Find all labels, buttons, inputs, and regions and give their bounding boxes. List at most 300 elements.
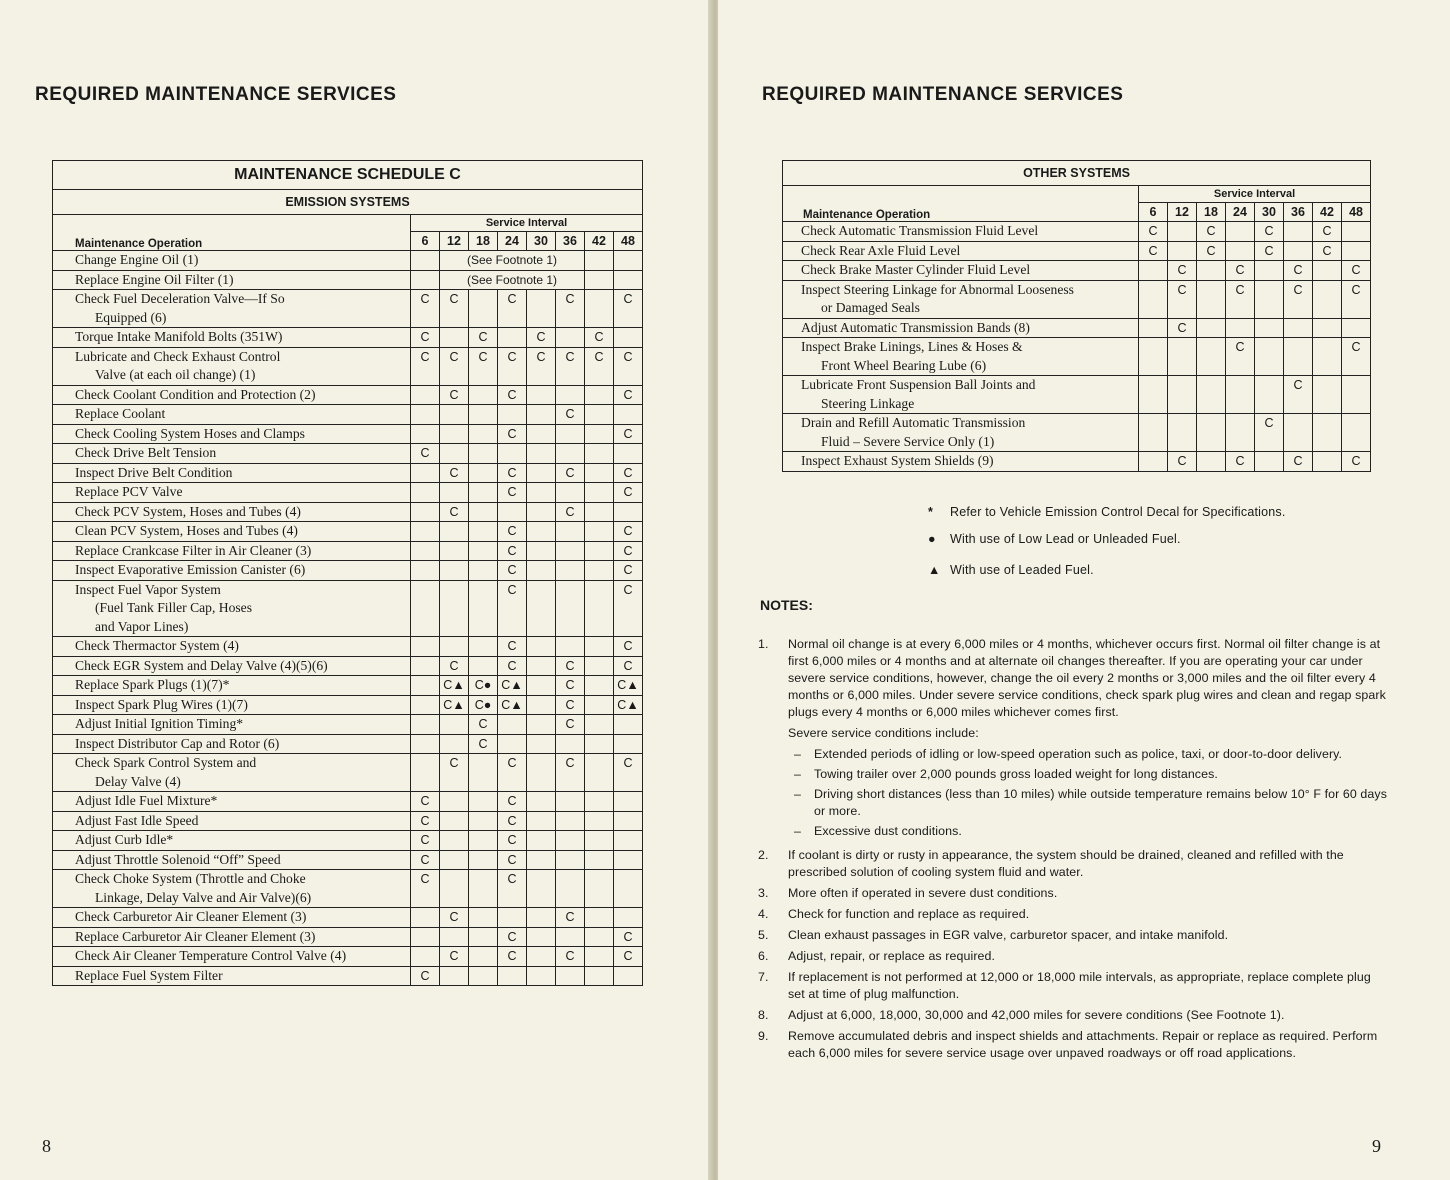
interval-cell: C bbox=[527, 347, 556, 385]
interval-cell bbox=[498, 966, 527, 986]
operation-text: Adjust Initial Ignition Timing* bbox=[75, 716, 244, 731]
operation-cell bbox=[53, 966, 411, 986]
interval-cell: C bbox=[614, 927, 643, 947]
other-systems-table bbox=[782, 160, 1371, 472]
interval-cell: C bbox=[556, 290, 585, 328]
interval-cell bbox=[585, 927, 614, 947]
operation-cell bbox=[53, 270, 411, 290]
interval-cell bbox=[1313, 452, 1342, 472]
operation-text: Linkage, Delay Valve and Air Valve)(6) bbox=[95, 889, 312, 905]
interval-cell: C bbox=[556, 502, 585, 522]
interval-cell: C bbox=[1342, 452, 1371, 472]
interval-cell bbox=[585, 676, 614, 696]
operation-text: Check Thermactor System (4) bbox=[75, 638, 239, 653]
interval-cell bbox=[585, 637, 614, 657]
interval-cell bbox=[440, 927, 469, 947]
interval-cell: C bbox=[440, 754, 469, 792]
interval-cell: C bbox=[1168, 280, 1197, 318]
interval-cell bbox=[527, 561, 556, 581]
interval-cell bbox=[585, 385, 614, 405]
operation-text: Inspect Fuel Vapor System bbox=[75, 581, 221, 597]
note-item bbox=[758, 847, 1388, 881]
interval-cell bbox=[527, 870, 556, 908]
interval-cell bbox=[527, 424, 556, 444]
interval-cell bbox=[1255, 376, 1284, 414]
interval-cell bbox=[469, 463, 498, 483]
interval-cell bbox=[411, 676, 440, 696]
operation-text: Replace Coolant bbox=[75, 406, 166, 421]
interval-cell bbox=[585, 870, 614, 908]
interval-cell bbox=[527, 792, 556, 812]
table-row bbox=[53, 947, 643, 967]
interval-cell bbox=[1139, 338, 1168, 376]
operation-text: Inspect Evaporative Emission Canister (6) bbox=[75, 562, 306, 577]
interval-cell: C bbox=[498, 347, 527, 385]
interval-cell bbox=[498, 734, 527, 754]
operation-cell bbox=[783, 452, 1139, 472]
operation-cell bbox=[53, 656, 411, 676]
service-interval-header: Service Interval bbox=[1139, 186, 1371, 203]
interval-cell bbox=[1226, 318, 1255, 338]
interval-cell bbox=[1284, 222, 1313, 242]
interval-cell bbox=[1255, 261, 1284, 281]
interval-cell bbox=[614, 792, 643, 812]
interval-cell bbox=[1197, 452, 1226, 472]
interval-cell: C bbox=[498, 561, 527, 581]
interval-cell: C bbox=[411, 831, 440, 851]
operation-text: Lubricate Front Suspension Ball Joints and bbox=[801, 377, 1036, 392]
operation-cell bbox=[53, 483, 411, 503]
table-row bbox=[53, 270, 643, 290]
interval-cell bbox=[527, 385, 556, 405]
interval-cell: C bbox=[556, 676, 585, 696]
interval-cell: C bbox=[498, 927, 527, 947]
interval-cell: C bbox=[411, 290, 440, 328]
interval-cell bbox=[585, 405, 614, 425]
interval-cell bbox=[527, 831, 556, 851]
interval-cell bbox=[556, 424, 585, 444]
interval-cell bbox=[527, 444, 556, 464]
triangle-icon: ▲ bbox=[928, 563, 941, 577]
note-number: 4. bbox=[758, 907, 769, 921]
interval-cell bbox=[1284, 414, 1313, 452]
operation-text: or Damaged Seals bbox=[821, 300, 920, 315]
interval-cell: C bbox=[498, 522, 527, 542]
interval-cell bbox=[411, 385, 440, 405]
interval-cell bbox=[527, 908, 556, 928]
interval-cell: C bbox=[498, 541, 527, 561]
table-row bbox=[783, 452, 1371, 472]
operation-text: Clean PCV System, Hoses and Tubes (4) bbox=[75, 523, 298, 538]
interval-header-cell: 6 bbox=[1139, 203, 1168, 222]
interval-cell bbox=[440, 850, 469, 870]
interval-cell: C bbox=[614, 463, 643, 483]
table-row bbox=[783, 376, 1371, 414]
interval-cell bbox=[1139, 280, 1168, 318]
interval-cell bbox=[1197, 261, 1226, 281]
interval-cell bbox=[614, 270, 643, 290]
interval-cell bbox=[556, 385, 585, 405]
note-number: 8. bbox=[758, 1008, 769, 1022]
interval-header-cell: 18 bbox=[1197, 203, 1226, 222]
interval-cell: C bbox=[440, 502, 469, 522]
operation-text: Check Brake Master Cylinder Fluid Level bbox=[801, 262, 1031, 277]
note-item bbox=[758, 906, 1388, 923]
interval-cell bbox=[556, 637, 585, 657]
interval-cell bbox=[527, 637, 556, 657]
interval-cell bbox=[1226, 241, 1255, 261]
interval-cell: C bbox=[1168, 318, 1197, 338]
interval-cell bbox=[1313, 261, 1342, 281]
operation-cell bbox=[783, 241, 1139, 261]
interval-cell bbox=[1313, 318, 1342, 338]
interval-cell bbox=[614, 715, 643, 735]
interval-cell: C bbox=[1255, 241, 1284, 261]
interval-cell: C bbox=[1197, 222, 1226, 242]
table-row bbox=[53, 385, 643, 405]
operation-text: and Vapor Lines) bbox=[95, 618, 189, 634]
operation-text: Check PCV System, Hoses and Tubes (4) bbox=[75, 503, 301, 519]
table-row bbox=[783, 261, 1371, 281]
interval-cell: C bbox=[614, 483, 643, 503]
interval-cell bbox=[440, 734, 469, 754]
interval-cell bbox=[1197, 414, 1226, 452]
interval-cell: C● bbox=[469, 676, 498, 696]
operation-text: Adjust Fast Idle Speed bbox=[75, 812, 199, 828]
table-row bbox=[53, 850, 643, 870]
interval-cell: C▲ bbox=[498, 676, 527, 696]
interval-cell bbox=[440, 715, 469, 735]
interval-cell: C bbox=[411, 811, 440, 831]
note-text: Remove accumulated debris and inspect shields and attachments. Repair or replace as required. Perform each 6,000 miles for severe service usage over unpaved roadways or off road applications. bbox=[788, 1029, 1378, 1060]
operation-cell bbox=[53, 580, 411, 637]
operation-cell bbox=[53, 927, 411, 947]
interval-cell bbox=[411, 502, 440, 522]
interval-cell bbox=[614, 444, 643, 464]
interval-cell bbox=[440, 522, 469, 542]
interval-cell bbox=[1139, 318, 1168, 338]
interval-cell: C bbox=[498, 831, 527, 851]
interval-cell: C bbox=[440, 908, 469, 928]
interval-cell bbox=[585, 483, 614, 503]
interval-cell bbox=[527, 715, 556, 735]
schedule-title: MAINTENANCE SCHEDULE C bbox=[53, 161, 643, 190]
operation-text: Adjust Throttle Solenoid “Off” Speed bbox=[75, 851, 281, 867]
interval-cell bbox=[556, 811, 585, 831]
interval-cell bbox=[411, 637, 440, 657]
interval-header-cell: 12 bbox=[440, 232, 469, 251]
interval-cell bbox=[527, 734, 556, 754]
interval-cell: C bbox=[527, 328, 556, 348]
legend-text: With use of Leaded Fuel. bbox=[950, 563, 1094, 577]
operation-text: Inspect Spark Plug Wires (1)(7) bbox=[75, 696, 248, 712]
interval-cell bbox=[411, 656, 440, 676]
interval-cell: C▲ bbox=[440, 676, 469, 696]
interval-cell bbox=[556, 734, 585, 754]
interval-cell bbox=[527, 947, 556, 967]
interval-cell bbox=[527, 290, 556, 328]
interval-cell bbox=[527, 811, 556, 831]
interval-cell: C bbox=[411, 347, 440, 385]
interval-cell bbox=[469, 290, 498, 328]
note-item bbox=[758, 948, 1388, 965]
note-item bbox=[758, 1007, 1388, 1024]
note-text: Check for function and replace as required. bbox=[788, 907, 1030, 921]
interval-cell: C bbox=[440, 463, 469, 483]
interval-cell: C bbox=[440, 347, 469, 385]
operation-cell bbox=[53, 405, 411, 425]
operation-text: Check Air Cleaner Temperature Control Valve (4) bbox=[75, 948, 347, 963]
operation-cell bbox=[783, 261, 1139, 281]
interval-cell: C bbox=[614, 561, 643, 581]
interval-cell: C bbox=[469, 734, 498, 754]
interval-cell bbox=[585, 463, 614, 483]
legend-triangle bbox=[928, 563, 1094, 577]
table-row bbox=[53, 561, 643, 581]
interval-cell bbox=[585, 792, 614, 812]
page-number: 9 bbox=[1372, 1136, 1381, 1156]
interval-cell: C bbox=[614, 385, 643, 405]
other-systems-title: OTHER SYSTEMS bbox=[783, 161, 1371, 186]
interval-cell bbox=[469, 927, 498, 947]
interval-cell bbox=[527, 463, 556, 483]
interval-header-cell: 30 bbox=[1255, 203, 1284, 222]
interval-cell: C bbox=[498, 656, 527, 676]
interval-header-cell: 36 bbox=[1284, 203, 1313, 222]
note-text: Clean exhaust passages in EGR valve, carburetor spacer, and intake manifold. bbox=[788, 928, 1229, 942]
interval-cell bbox=[440, 792, 469, 812]
interval-cell: C bbox=[411, 792, 440, 812]
interval-cell bbox=[1139, 452, 1168, 472]
table-row bbox=[53, 908, 643, 928]
note-number: 5. bbox=[758, 928, 769, 942]
operation-text: Check Coolant Condition and Protection (2) bbox=[75, 386, 316, 402]
interval-cell bbox=[469, 502, 498, 522]
interval-cell: C bbox=[440, 385, 469, 405]
legend-asterisk bbox=[928, 505, 1286, 519]
interval-cell: C bbox=[440, 290, 469, 328]
interval-cell bbox=[1255, 338, 1284, 376]
note-number: 7. bbox=[758, 970, 769, 984]
interval-cell bbox=[411, 251, 440, 271]
interval-cell bbox=[411, 463, 440, 483]
operation-cell bbox=[53, 811, 411, 831]
operation-text: Inspect Exhaust System Shields (9) bbox=[801, 453, 994, 468]
note-number: 2. bbox=[758, 848, 769, 862]
interval-cell bbox=[411, 947, 440, 967]
table-row bbox=[53, 463, 643, 483]
interval-cell bbox=[556, 541, 585, 561]
table-row bbox=[53, 580, 643, 637]
table-row bbox=[53, 754, 643, 792]
note-text: Normal oil change is at every 6,000 miles or 4 months, whichever occurs first. Normal oil filter change is at first 6,000 miles or 4 months and at alternate oil changes thereafter. If you are operating your car under severe service conditions, however, change the oil every 2 months or 3,000 miles and the oil filter every 4 months or 6,000 miles. Under severe service conditions, check spark plug wires and clean and regap spark plugs every 4 months or 6,000 miles whichever comes first. bbox=[788, 637, 1386, 719]
note-item bbox=[758, 969, 1388, 1003]
interval-cell bbox=[556, 444, 585, 464]
interval-cell bbox=[1226, 376, 1255, 414]
interval-cell bbox=[469, 831, 498, 851]
interval-cell bbox=[411, 541, 440, 561]
operation-text: Check Cooling System Hoses and Clamps bbox=[75, 425, 305, 441]
operation-column-header: Maintenance Operation bbox=[53, 215, 411, 251]
table-row bbox=[783, 222, 1371, 242]
operation-text: Check Carburetor Air Cleaner Element (3) bbox=[75, 909, 307, 924]
interval-cell bbox=[556, 870, 585, 908]
interval-cell bbox=[411, 754, 440, 792]
interval-cell bbox=[585, 502, 614, 522]
legend-circle bbox=[928, 532, 1181, 546]
table-row bbox=[783, 241, 1371, 261]
interval-cell: C bbox=[614, 656, 643, 676]
operation-cell bbox=[53, 347, 411, 385]
interval-cell bbox=[1197, 318, 1226, 338]
operation-text: Check Choke System (Throttle and Choke bbox=[75, 871, 306, 886]
table-row bbox=[783, 338, 1371, 376]
operation-cell bbox=[53, 792, 411, 812]
interval-cell bbox=[585, 966, 614, 986]
interval-cell bbox=[440, 637, 469, 657]
operation-text: Inspect Distributor Cap and Rotor (6) bbox=[75, 735, 280, 751]
operation-text: Front Wheel Bearing Lube (6) bbox=[821, 357, 987, 373]
operation-text: Change Engine Oil (1) bbox=[75, 252, 199, 267]
note-text: If replacement is not performed at 12,000 or 18,000 mile intervals, as appropriate, replace complete plug set at time of plug malfunction. bbox=[788, 970, 1371, 1001]
interval-cell: C bbox=[585, 328, 614, 348]
interval-cell: C bbox=[556, 715, 585, 735]
interval-cell: C bbox=[1284, 376, 1313, 414]
operation-cell bbox=[53, 947, 411, 967]
interval-cell: C bbox=[1226, 280, 1255, 318]
interval-cell bbox=[614, 328, 643, 348]
interval-cell bbox=[469, 850, 498, 870]
interval-cell bbox=[469, 754, 498, 792]
interval-cell bbox=[527, 522, 556, 542]
interval-cell bbox=[614, 502, 643, 522]
interval-cell bbox=[1168, 376, 1197, 414]
interval-cell: C bbox=[614, 424, 643, 444]
interval-cell: C bbox=[498, 580, 527, 637]
interval-header-cell: 18 bbox=[469, 232, 498, 251]
interval-cell: C bbox=[614, 947, 643, 967]
table-row bbox=[53, 405, 643, 425]
interval-header-cell: 48 bbox=[614, 232, 643, 251]
interval-cell: C bbox=[1226, 452, 1255, 472]
table-row bbox=[53, 927, 643, 947]
service-interval-header: Service Interval bbox=[411, 215, 643, 232]
interval-cell bbox=[1168, 222, 1197, 242]
interval-header-cell: 24 bbox=[498, 232, 527, 251]
operation-cell bbox=[53, 637, 411, 657]
interval-cell bbox=[585, 715, 614, 735]
page-number: 8 bbox=[42, 1136, 51, 1156]
note-number: 3. bbox=[758, 886, 769, 900]
table-row bbox=[53, 444, 643, 464]
interval-cell: C bbox=[411, 870, 440, 908]
interval-cell: C bbox=[556, 754, 585, 792]
note-text: Adjust at 6,000, 18,000, 30,000 and 42,000 miles for severe conditions (See Footnote 1). bbox=[788, 1008, 1285, 1022]
interval-cell bbox=[585, 290, 614, 328]
interval-cell bbox=[556, 792, 585, 812]
operation-cell bbox=[53, 715, 411, 735]
table-row bbox=[53, 695, 643, 715]
interval-cell bbox=[469, 541, 498, 561]
interval-cell bbox=[469, 561, 498, 581]
interval-cell bbox=[1313, 280, 1342, 318]
interval-cell: C bbox=[1168, 261, 1197, 281]
interval-cell bbox=[585, 561, 614, 581]
table-row bbox=[53, 483, 643, 503]
interval-cell bbox=[498, 502, 527, 522]
interval-cell bbox=[556, 927, 585, 947]
interval-cell bbox=[411, 483, 440, 503]
operation-text: Check Rear Axle Fluid Level bbox=[801, 242, 961, 258]
operation-text: Inspect Brake Linings, Lines & Hoses & bbox=[801, 339, 1023, 354]
interval-cell bbox=[411, 561, 440, 581]
operation-cell bbox=[53, 385, 411, 405]
right-page bbox=[718, 0, 1450, 1180]
interval-cell bbox=[1168, 414, 1197, 452]
operation-text: Torque Intake Manifold Bolts (351W) bbox=[75, 329, 283, 344]
interval-cell: C bbox=[1342, 338, 1371, 376]
interval-cell bbox=[585, 947, 614, 967]
interval-cell bbox=[469, 908, 498, 928]
notes-heading: NOTES: bbox=[760, 597, 813, 613]
interval-cell bbox=[527, 580, 556, 637]
interval-cell bbox=[585, 754, 614, 792]
interval-cell bbox=[556, 580, 585, 637]
interval-cell bbox=[614, 966, 643, 986]
interval-cell: C bbox=[469, 328, 498, 348]
operation-text: Check EGR System and Delay Valve (4)(5)(6) bbox=[75, 657, 328, 673]
legend-text: With use of Low Lead or Unleaded Fuel. bbox=[950, 532, 1181, 546]
interval-header-cell: 6 bbox=[411, 232, 440, 251]
table-row bbox=[783, 318, 1371, 338]
interval-cell: C bbox=[614, 347, 643, 385]
schedule-subtitle: EMISSION SYSTEMS bbox=[53, 190, 643, 215]
operation-text: Replace Fuel System Filter bbox=[75, 967, 223, 983]
operation-cell bbox=[53, 251, 411, 271]
interval-cell bbox=[498, 328, 527, 348]
table-row bbox=[53, 870, 643, 908]
interval-cell bbox=[1342, 318, 1371, 338]
interval-cell: C bbox=[1255, 222, 1284, 242]
interval-cell: C bbox=[411, 850, 440, 870]
interval-cell: C bbox=[498, 811, 527, 831]
interval-cell bbox=[1226, 414, 1255, 452]
interval-cell: C bbox=[411, 444, 440, 464]
interval-cell: C bbox=[498, 947, 527, 967]
interval-cell bbox=[469, 811, 498, 831]
note-subitem: – Excessive dust conditions. bbox=[794, 824, 962, 838]
interval-cell bbox=[585, 270, 614, 290]
interval-cell: C bbox=[1313, 222, 1342, 242]
interval-cell: C bbox=[556, 695, 585, 715]
interval-cell bbox=[556, 483, 585, 503]
operation-cell bbox=[53, 831, 411, 851]
operation-cell bbox=[53, 424, 411, 444]
operation-cell bbox=[53, 541, 411, 561]
table-row bbox=[53, 734, 643, 754]
table-row bbox=[53, 966, 643, 986]
asterisk-icon: * bbox=[928, 505, 934, 519]
interval-cell: C bbox=[411, 328, 440, 348]
table-row bbox=[53, 541, 643, 561]
operation-cell bbox=[783, 338, 1139, 376]
interval-cell bbox=[585, 695, 614, 715]
operation-text: Inspect Steering Linkage for Abnormal Looseness bbox=[801, 281, 1074, 297]
interval-cell: C bbox=[440, 656, 469, 676]
circle-icon: ● bbox=[928, 532, 936, 546]
notes-list bbox=[758, 636, 1388, 1066]
operation-text: Inspect Drive Belt Condition bbox=[75, 464, 233, 480]
